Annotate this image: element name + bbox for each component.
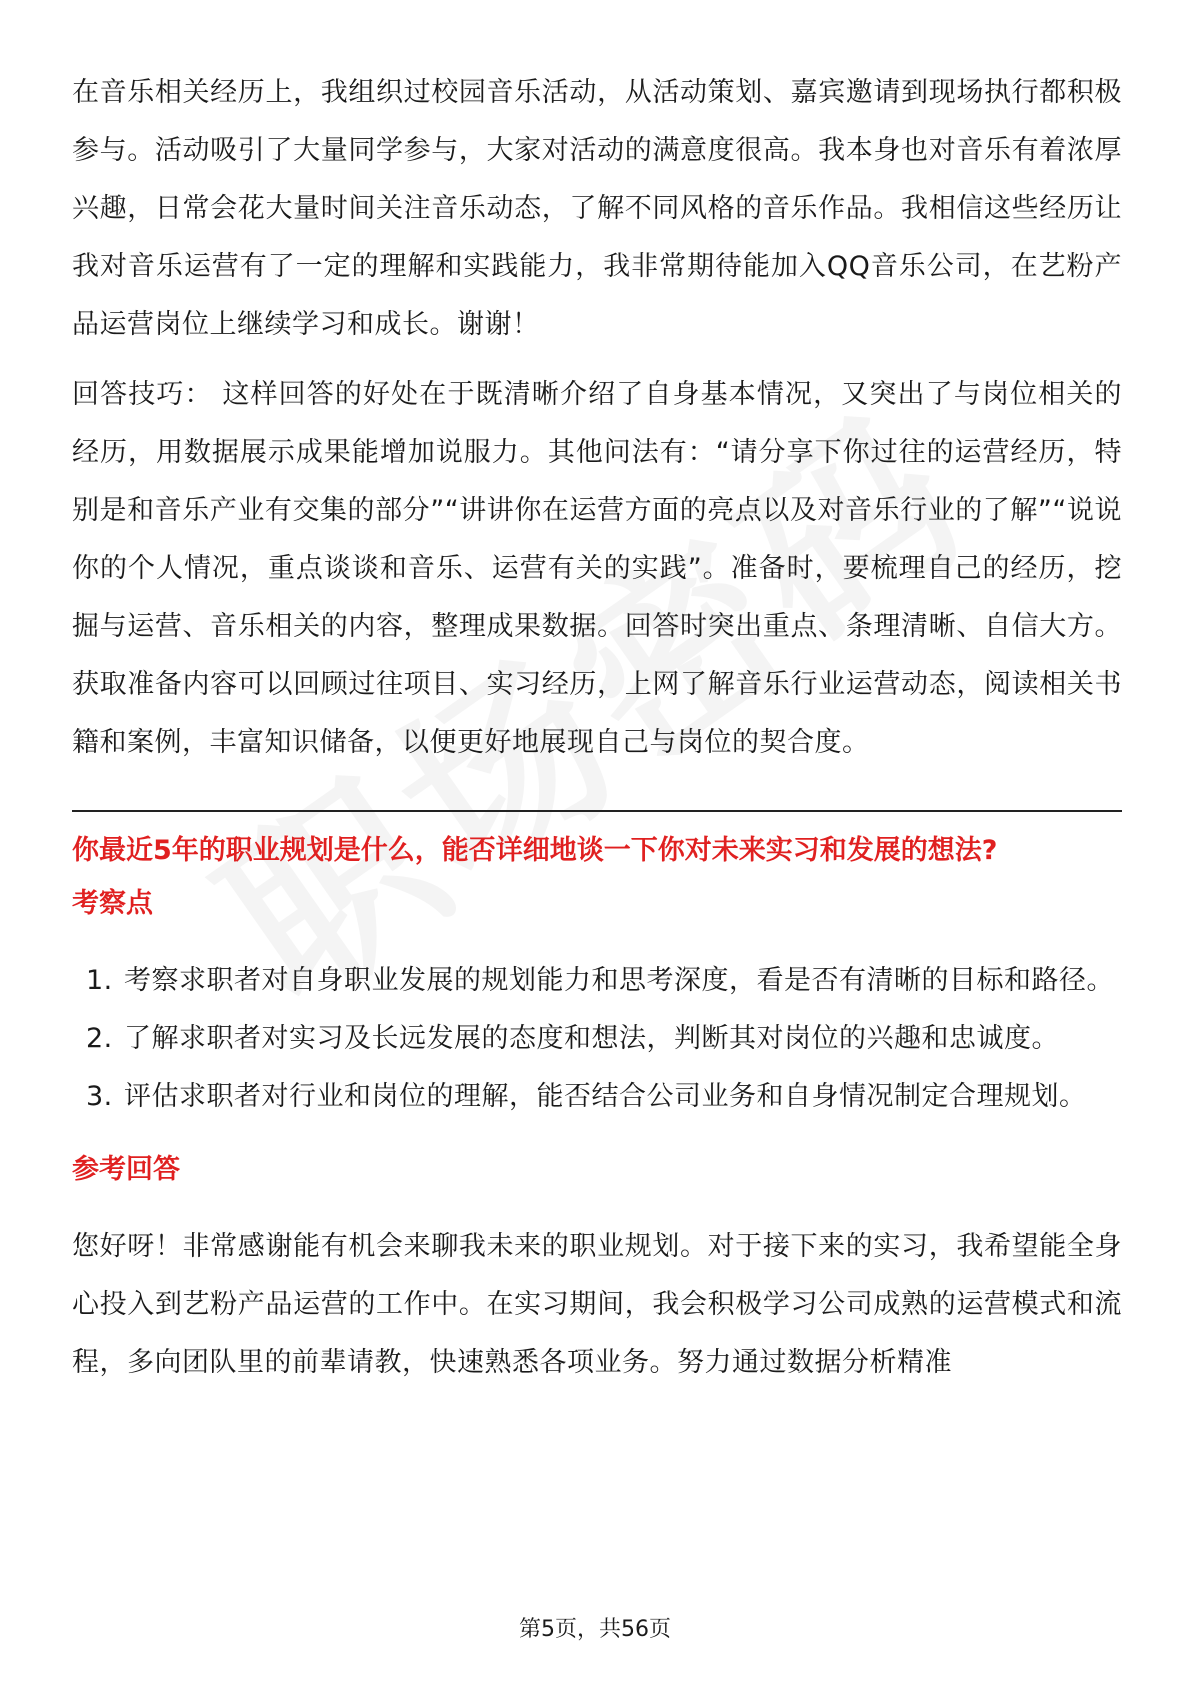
assessment-title: 考察点 [72, 888, 153, 919]
list-item-text: 评估求职者对行业和岗位的理解，能否结合公司业务和自身情况制定合理规划。 [124, 1081, 1087, 1112]
list-item-text: 了解求职者对实习及长远发展的态度和想法，判断其对岗位的兴趣和忠诚度。 [124, 1023, 1059, 1054]
section-divider [72, 810, 1122, 812]
list-item-number: 3. [86, 1081, 113, 1112]
list-item [72, 1010, 1122, 1068]
list-item-number: 2. [86, 1023, 113, 1054]
page-number-footer: 第5页，共56页 [519, 1617, 671, 1642]
list-item-number: 1. [86, 965, 113, 996]
answer-paragraph: 您好呀！非常感谢能有机会来聊我未来的职业规划。对于接下来的实习，我希望能全身心投入到艺粉产品运营的工作中。在实习期间，我会积极学习公司成熟的运营模式和流程，多向团队里的前辈请教，快速熟悉各项业务。努力通过数据分析精准 [72, 1231, 1122, 1378]
tips-paragraph: 回答技巧： 这样回答的好处在于既清晰介绍了自身基本情况，又突出了与岗位相关的经历，用数据展示成果能增加说服力。其他问法有：“请分享下你过往的运营经历，特别是和音乐产业有交集的部分”“讲讲你在运营方面的亮点以及对音乐行业的了解”“说说你的个人情况，重点谈谈和音乐、运营有关的实践”。准备时，要梳理自己的经历，挖掘与运营、音乐相关的内容，整理成果数据。回答时突出重点、条理清晰、自信大方。获取准备内容可以回顾过往项目、实习经历，上网了解音乐行业运营动态，阅读相关书籍和案例，丰富知识储备，以便更好地展现自己与岗位的契合度。 [72, 379, 1122, 758]
list-item-text: 考察求职者对自身职业发展的规划能力和思考深度，看是否有清晰的目标和路径。 [124, 965, 1114, 996]
list-item [72, 952, 1122, 1010]
assessment-list [72, 952, 1122, 1126]
answer-title: 参考回答 [72, 1154, 180, 1185]
question-heading: 你最近5年的职业规划是什么，能否详细地谈一下你对未来实习和发展的想法? [72, 835, 998, 866]
intro-paragraph: 在音乐相关经历上，我组织过校园音乐活动，从活动策划、嘉宾邀请到现场执行都积极参与。活动吸引了大量同学参与，大家对活动的满意度很高。我本身也对音乐有着浓厚兴趣，日常会花大量时间关注音乐动态，了解不同风格的音乐作品。我相信这些经历让我对音乐运营有了一定的理解和实践能力，我非常期待能加入QQ音乐公司，在艺粉产品运营岗位上继续学习和成长。谢谢！ [72, 77, 1122, 340]
page-content [72, 64, 1122, 1392]
list-item [72, 1068, 1122, 1126]
